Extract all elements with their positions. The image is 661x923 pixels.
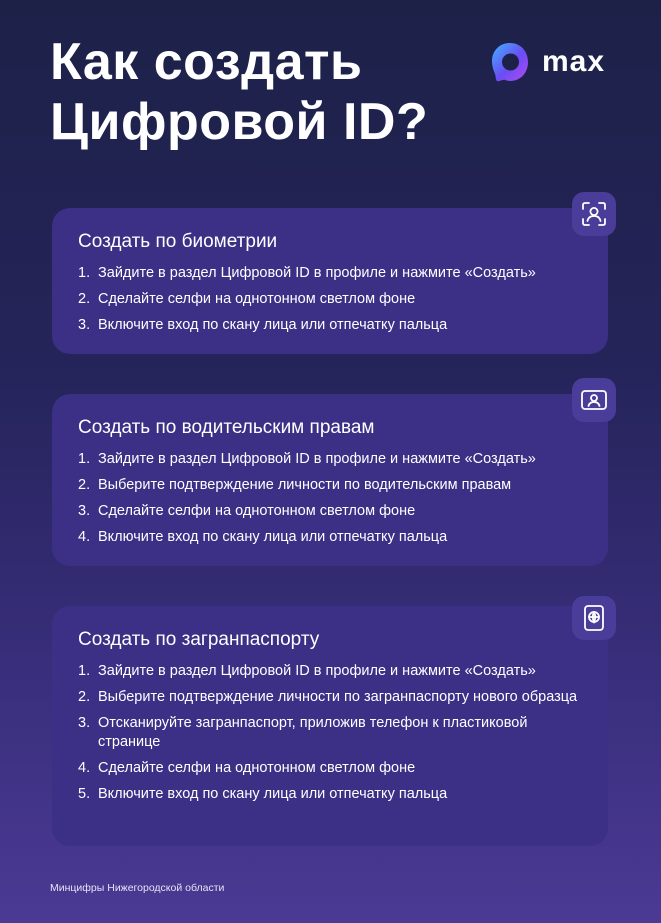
step-number: 1. bbox=[78, 265, 91, 281]
steps-list bbox=[78, 450, 584, 547]
card-title: Создать по водительским правам bbox=[78, 417, 375, 438]
step-item bbox=[78, 714, 584, 752]
step-number: 1. bbox=[78, 451, 91, 467]
step-item bbox=[78, 785, 584, 804]
page-title bbox=[50, 32, 480, 152]
step-item bbox=[78, 688, 584, 707]
step-number: 5. bbox=[78, 786, 91, 802]
step-text: Зайдите в раздел Цифровой ID в профиле и нажмите «Создать» bbox=[98, 265, 536, 281]
step-number: 4. bbox=[78, 529, 91, 545]
step-number: 2. bbox=[78, 291, 91, 307]
steps-list bbox=[78, 662, 584, 804]
step-number: 2. bbox=[78, 477, 91, 493]
card-title: Создать по биометрии bbox=[78, 231, 278, 252]
page-title-line-1: Как создать bbox=[50, 33, 363, 91]
step-item bbox=[78, 316, 584, 335]
step-text: Включите вход по скану лица или отпечатку пальца bbox=[98, 786, 448, 802]
logo-text: max bbox=[542, 45, 606, 78]
card-title: Создать по загранпаспорту bbox=[78, 629, 320, 650]
step-text: Выберите подтверждение личности по загранпаспорту нового образца bbox=[98, 689, 578, 705]
steps-list bbox=[78, 264, 584, 335]
card-driver-license bbox=[52, 394, 608, 566]
max-logo-icon bbox=[488, 40, 532, 84]
step-item bbox=[78, 450, 584, 469]
step-number: 1. bbox=[78, 663, 91, 679]
step-item bbox=[78, 662, 584, 681]
card-biometrics bbox=[52, 208, 608, 354]
step-text: Включите вход по скану лица или отпечатку пальца bbox=[98, 529, 448, 545]
id-card-icon bbox=[572, 378, 616, 422]
step-text: Сделайте селфи на однотонном светлом фоне bbox=[98, 760, 416, 776]
step-item bbox=[78, 290, 584, 309]
step-number: 3. bbox=[78, 503, 91, 519]
footer-text: Минцифры Нижегородской области bbox=[50, 882, 225, 894]
face-id-icon bbox=[572, 192, 616, 236]
step-text: Сделайте селфи на однотонном светлом фоне bbox=[98, 503, 416, 519]
step-item bbox=[78, 476, 584, 495]
passport-icon bbox=[572, 596, 616, 640]
step-number: 4. bbox=[78, 760, 91, 776]
step-number: 3. bbox=[78, 715, 91, 731]
step-item bbox=[78, 502, 584, 521]
card-passport bbox=[52, 606, 608, 846]
max-logo bbox=[488, 40, 605, 84]
step-text: Зайдите в раздел Цифровой ID в профиле и нажмите «Создать» bbox=[98, 663, 536, 679]
step-item bbox=[78, 759, 584, 778]
step-number: 3. bbox=[78, 317, 91, 333]
step-item bbox=[78, 528, 584, 547]
step-item bbox=[78, 264, 584, 283]
step-text: Сделайте селфи на однотонном светлом фоне bbox=[98, 291, 416, 307]
step-number: 2. bbox=[78, 689, 91, 705]
page-title-line-2: Цифровой ID? bbox=[50, 93, 429, 151]
step-text: Выберите подтверждение личности по водительским правам bbox=[98, 477, 512, 493]
step-text: Включите вход по скану лица или отпечатку пальца bbox=[98, 317, 448, 333]
step-text: Зайдите в раздел Цифровой ID в профиле и нажмите «Создать» bbox=[98, 451, 536, 467]
step-text: Отсканируйте загранпаспорт, приложив телефон к пластиковой странице bbox=[98, 715, 528, 750]
